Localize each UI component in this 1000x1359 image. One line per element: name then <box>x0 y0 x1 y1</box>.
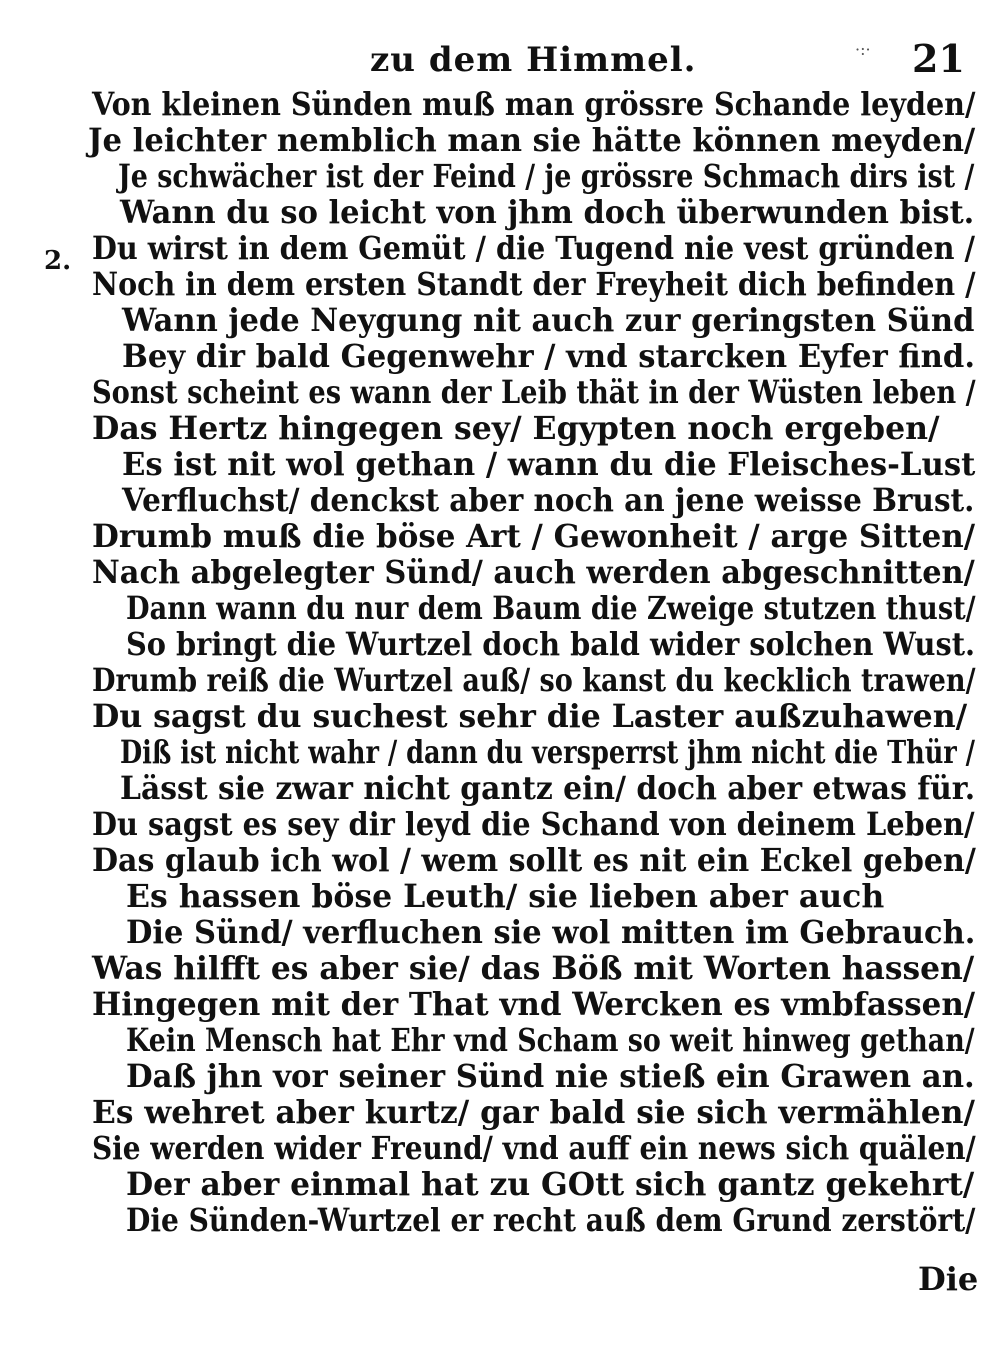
text-line: Lässt sie zwar nicht gantz ein/ doch aber etwas für. <box>120 770 976 807</box>
text-line: Du wirst in dem Gemüt / die Tugend nie vest gründen / <box>92 230 975 267</box>
text-line: Verfluchst/ denckst aber noch an jene weisse Brust. <box>122 482 975 519</box>
text-line: Der aber einmal hat zu GOtt sich gantz gekehrt/ <box>126 1166 975 1203</box>
ink-speck: ·:· <box>855 40 871 59</box>
verse-number: 2. <box>44 246 72 276</box>
text-line: Wann du so leicht von jhm doch überwunden bist. <box>120 194 975 231</box>
text-line: So bringt die Wurtzel doch bald wider solchen Wust. <box>126 626 976 663</box>
text-line: Es wehret aber kurtz/ gar bald sie sich vermählen/ <box>92 1094 975 1131</box>
text-line: Je schwächer ist der Feind / je grössre Schmach dirs ist / <box>118 158 975 195</box>
text-line: Hingegen mit der That vnd Wercken es vmbfassen/ <box>92 986 976 1023</box>
text-line: Die Sünden-Wurtzel er recht auß dem Grund zerstört/ <box>126 1202 976 1239</box>
text-line: Daß jhn vor seiner Sünd nie stieß ein Grawen an. <box>126 1058 975 1095</box>
text-line: Du sagst du suchest sehr die Laster außzuhawen/ <box>92 698 968 735</box>
text-line: Nach abgelegter Sünd/ auch werden abgeschnitten/ <box>92 554 975 591</box>
text-line: Es ist nit wol gethan / wann du die Fleisches-Lust <box>122 446 976 483</box>
text-line: Das glaub ich wol / wem sollt es nit ein Eckel geben/ <box>92 842 976 879</box>
text-line: Sonst scheint es wann der Leib thät in der Wüsten leben / <box>92 374 976 411</box>
running-header: zu dem Himmel. <box>370 40 697 80</box>
text-line: Sie werden wider Freund/ vnd auff ein news sich quälen/ <box>92 1130 976 1167</box>
text-line: Drumb reiß die Wurtzel auß/ so kanst du kecklich trawen/ <box>92 662 976 699</box>
text-line: Die Sünd/ verfluchen sie wol mitten im Gebrauch. <box>126 914 976 951</box>
text-line: Diß ist nicht wahr / dann du versperrst jhm nicht die Thür / <box>120 734 976 771</box>
text-line: Von kleinen Sünden muß man grössre Schande leyden/ <box>92 86 976 123</box>
page-number: 21 <box>912 36 965 81</box>
text-line: Noch in dem ersten Standt der Freyheit dich befinden / <box>92 266 976 303</box>
text-line: Es hassen böse Leuth/ sie lieben aber auch <box>126 878 885 915</box>
text-line: Je leichter nemblich man sie hätte können meyden/ <box>88 122 976 159</box>
text-line: Was hilfft es aber sie/ das Böß mit Worten hassen/ <box>92 950 975 987</box>
text-line: Drumb muß die böse Art / Gewonheit / arge Sitten/ <box>92 518 976 555</box>
text-line: Kein Mensch hat Ehr vnd Scham so weit hinweg gethan/ <box>126 1022 975 1059</box>
text-line: Dann wann du nur dem Baum die Zweige stutzen thust/ <box>126 590 976 627</box>
text-line: Das Hertz hingegen sey/ Egypten noch ergeben/ <box>92 410 940 447</box>
text-line: Bey dir bald Gegenwehr / vnd starcken Eyfer find. <box>122 338 975 375</box>
text-line: Du sagst es sey dir leyd die Schand von deinem Leben/ <box>92 806 975 843</box>
catchword: Die <box>918 1260 979 1298</box>
text-line: Wann jede Neygung nit auch zur geringsten Sünd <box>122 302 975 339</box>
